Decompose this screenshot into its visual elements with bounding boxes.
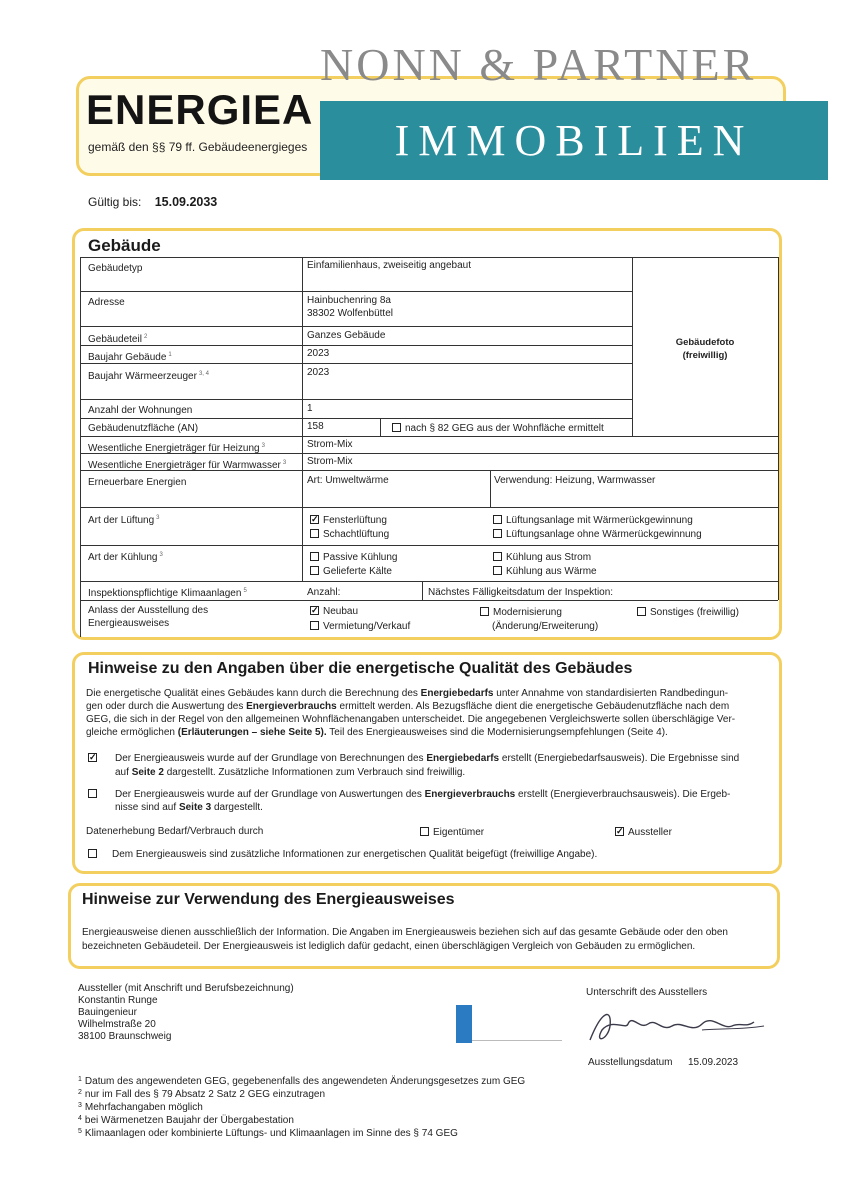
checkbox-icon — [493, 515, 502, 524]
ausstellungsdatum-value: 15.09.2023 — [688, 1057, 739, 1068]
checkbox-schachtlueftung[interactable]: Schachtlüftung — [310, 528, 389, 541]
checkbox-icon — [493, 566, 502, 575]
label-warmwasser: Wesentliche Energieträger für Warmwasser $^3$ — [88, 460, 287, 471]
label-klima-anzahl: Anzahl: — [307, 587, 341, 598]
footnote-1: $^1$ Datum des angewendeten GEG, gegebenenfalls des angewendeten Änderungsgesetzes zum GEG — [78, 1076, 526, 1087]
valid-until — [88, 195, 217, 209]
value-nutzflaeche: 158 — [307, 421, 324, 432]
checkbox-fensterlueftung[interactable]: ✓ Fensterlüftung — [310, 514, 387, 527]
checkbox-icon — [637, 607, 646, 616]
aussteller-ort: 38100 Braunschweig — [78, 1031, 172, 1042]
grid-line — [422, 581, 423, 600]
checkbox-icon — [310, 621, 319, 630]
aussteller-label: Aussteller (mit Anschrift und Berufsbezeichnung) — [78, 983, 294, 994]
grid-line — [80, 257, 81, 637]
stamp-line — [472, 1040, 562, 1041]
checkbox-icon — [420, 827, 429, 836]
grid-line — [490, 470, 491, 507]
checkbox-icon — [392, 423, 401, 432]
footnote-2: $^2$ nur im Fall des § 79 Absatz 2 Satz 2 GEG einzutragen — [78, 1089, 326, 1100]
checkbox-checked-icon — [615, 827, 624, 836]
document-subtitle: gemäß den §§ 79 ff. Gebäudeenergieges — [88, 140, 308, 154]
grid-line — [80, 436, 778, 437]
label-adresse: Adresse — [88, 297, 125, 308]
hinweise-paragraph-line1: Die energetische Qualität eines Gebäudes kann durch die Berechnung des Energiebedarfs unter Annahme von standardisierten Randbedingun- — [86, 688, 729, 699]
footnote-5: $^5$ Klimaanlagen oder kombinierte Lüftungs- und Klimaanlagen im Sinne des § 74 GEG — [78, 1128, 458, 1139]
value-erneuerbare-art: Art: Umweltwärme — [307, 475, 389, 486]
signature-image — [582, 1000, 772, 1056]
label-nutzflaeche: Gebäudenutzfläche (AN) — [88, 423, 199, 434]
label-wohnungen: Anzahl der Wohnungen — [88, 405, 193, 416]
value-gebaeudetyp: Einfamilienhaus, zweiseitig angebaut — [307, 260, 471, 271]
grid-line — [80, 418, 632, 419]
checkbox-icon — [493, 529, 502, 538]
grid-line — [80, 326, 632, 327]
aussteller-name: Konstantin Runge — [78, 995, 158, 1006]
value-erneuerbare-verwendung: Verwendung: Heizung, Warmwasser — [494, 475, 656, 486]
checkbox-modernisierung[interactable]: Modernisierung — [480, 606, 562, 619]
verbrauchsausweis-line2: nisse sind auf Seite 3 dargestellt. — [115, 802, 263, 813]
footnote-4: $^4$ bei Wärmenetzen Baujahr der Übergabestation — [78, 1115, 294, 1126]
checkbox-neubau[interactable]: ✓Neubau — [310, 605, 358, 618]
grid-line — [80, 600, 778, 601]
hinweise-paragraph-line3: GEG, die sich in der Regel von den allgemeinen Wohnflächenangaben unterscheidet. Die angegebenen Vergleichswerte sollen überschlägige Ver- — [86, 714, 736, 725]
label-kuehlung: Art der Kühlung $^3$ — [88, 552, 163, 563]
checkbox-vermietung-verkauf[interactable]: Vermietung/Verkauf — [310, 620, 410, 633]
gebaeude-title: Gebäude — [88, 236, 161, 255]
valid-label: Gültig bis: — [88, 195, 142, 209]
label-klimaanlagen: Inspektionspflichtige Klimaanlagen $^5$ — [88, 588, 247, 599]
nutzflaeche-checkbox[interactable]: nach § 82 GEG aus der Wohnfläche ermittelt — [392, 422, 604, 435]
checkbox-lueftung-ohne-wrg[interactable]: Lüftungsanlage ohne Wärmerückgewinnung — [493, 528, 702, 541]
grid-line — [80, 545, 778, 546]
ausstellungsdatum-label: Ausstellungsdatum — [588, 1057, 673, 1068]
value-warmwasser: Strom-Mix — [307, 456, 353, 467]
checkbox-icon — [88, 849, 97, 858]
value-adresse-line1: Hainbuchenring 8a — [307, 295, 391, 306]
checkbox-sonstiges[interactable]: Sonstiges (freiwillig) — [637, 606, 739, 619]
checkbox-icon — [310, 566, 319, 575]
document-title: ENERGIEA — [86, 86, 314, 133]
verwendung-line2: bezeichneten Gebäudeteil. Der Energieausweis ist lediglich dafür gedacht, einen überschlägigen Vergleich von Gebäuden zu ermöglichen. — [82, 941, 696, 952]
checkbox-aussteller[interactable]: ✓ Aussteller — [615, 826, 672, 839]
label-klima-datum: Nächstes Fälligkeitsdatum der Inspektion: — [428, 587, 614, 598]
checkbox-icon — [310, 529, 319, 538]
hinweise-paragraph-line4: gleiche ermöglichen (Erläuterungen – siehe Seite 5). Teil des Energieausweises sind die Modernisierungsempfehlungen (Seite 4). — [86, 727, 668, 738]
label-baujahr-waermeerzeuger: Baujahr Wärmeerzeuger $^{3, 4}$ — [88, 371, 209, 382]
label-baujahr: Baujahr Gebäude $^1$ — [88, 352, 172, 363]
zusatzinfo-text: Dem Energieausweis sind zusätzliche Informationen zur energetischen Qualität beigefügt (freiwillige Angabe). — [112, 849, 598, 860]
label-gebaeudeteil: Gebäudeteil $^2$ — [88, 334, 148, 345]
grid-line — [80, 507, 778, 508]
label-anlass-2: Energieausweises — [88, 618, 170, 629]
checkbox-icon — [88, 789, 97, 798]
checkbox-passive-kuehlung[interactable]: Passive Kühlung — [310, 551, 398, 564]
gebaeudefoto-sub: (freiwillig) — [682, 350, 728, 361]
value-baujahr-waermeerzeuger: 2023 — [307, 367, 330, 378]
valid-date: 15.09.2033 — [154, 195, 218, 209]
grid-line — [80, 291, 632, 292]
checkbox-kuehlung-strom[interactable]: Kühlung aus Strom — [493, 551, 591, 564]
gebaeudefoto-label: Gebäudefoto — [675, 337, 735, 348]
value-wohnungen: 1 — [307, 403, 313, 414]
verwendung-title: Hinweise zur Verwendung des Energieausweises — [82, 891, 455, 908]
checkbox-kuehlung-waerme[interactable]: Kühlung aus Wärme — [493, 565, 597, 578]
bedarfsausweis-line1: Der Energieausweis wurde auf der Grundlage von Berechnungen des Energiebedarfs erstellt (Energiebedarfsausweis). Die Ergebnisse sind — [115, 753, 740, 764]
checkbox-checked-icon — [88, 753, 97, 762]
label-modernisierung-detail: (Änderung/Erweiterung) — [492, 621, 599, 632]
brand-subtitle: IMMOBILIEN — [394, 116, 754, 165]
checkbox-icon — [493, 552, 502, 561]
checkbox-checked-icon — [310, 515, 319, 524]
grid-line — [80, 581, 778, 582]
checkbox-icon — [480, 607, 489, 616]
value-adresse-line2: 38302 Wolfenbüttel — [307, 308, 393, 319]
grid-line — [302, 257, 303, 581]
label-erneuerbare: Erneuerbare Energien — [88, 477, 187, 488]
checkbox-verbrauchsausweis[interactable] — [88, 788, 101, 801]
checkbox-eigentuemer[interactable]: Eigentümer — [420, 826, 484, 839]
aussteller-strasse: Wilhelmstraße 20 — [78, 1019, 156, 1030]
aussteller-beruf: Bauingenieur — [78, 1007, 137, 1018]
unterschrift-label: Unterschrift des Ausstellers — [586, 987, 708, 998]
value-baujahr: 2023 — [307, 348, 330, 359]
grid-line — [778, 257, 779, 600]
brand-name: NONN & PARTNER — [320, 39, 757, 90]
grid-line — [80, 345, 632, 346]
checkbox-bedarfsausweis[interactable] — [88, 752, 101, 765]
grid-line — [80, 257, 778, 258]
label-heizung: Wesentliche Energieträger für Heizung $^3$ — [88, 443, 265, 454]
checkbox-checked-icon — [310, 606, 319, 615]
checkbox-icon — [310, 552, 319, 561]
bedarfsausweis-line2: auf Seite 2 dargestellt. Zusätzliche Informationen zum Verbrauch sind freiwillig. — [115, 767, 466, 778]
grid-line — [380, 418, 381, 436]
brand-logo-box — [320, 101, 828, 180]
verbrauchsausweis-line1: Der Energieausweis wurde auf der Grundlage von Auswertungen des Energieverbrauchs erstellt (Energieverbrauchsausweis). Die Ergeb- — [115, 789, 731, 800]
value-heizung: Strom-Mix — [307, 439, 353, 450]
checkbox-gelieferte-kaelte[interactable]: Gelieferte Kälte — [310, 565, 392, 578]
stamp-logo — [456, 1005, 472, 1043]
grid-line — [80, 399, 632, 400]
hinweise-title: Hinweise zu den Angaben über die energetische Qualität des Gebäudes — [88, 660, 633, 677]
checkbox-lueftung-mit-wrg[interactable]: Lüftungsanlage mit Wärmerückgewinnung — [493, 514, 693, 527]
value-gebaeudeteil: Ganzes Gebäude — [307, 330, 386, 341]
label-lueftung: Art der Lüftung $^3$ — [88, 515, 160, 526]
datenerhebung-label: Datenerhebung Bedarf/Verbrauch durch — [86, 826, 264, 837]
label-anlass-1: Anlass der Ausstellung des — [88, 605, 209, 616]
hinweise-paragraph-line2: gen oder durch die Auswertung des Energieverbrauchs ermittelt werden. Als Bezugsfläche dient die energetische Gebäudenutzfläche nach dem — [86, 701, 730, 712]
label-gebaeudetyp: Gebäudetyp — [88, 263, 143, 274]
verwendung-line1: Energieausweise dienen ausschließlich der Information. Die Angaben im Energieausweis beziehen sich auf das gesamte Gebäude oder den oben — [82, 927, 728, 938]
checkbox-zusatzinfo[interactable] — [88, 848, 101, 861]
footnote-3: $^3$ Mehrfachangaben möglich — [78, 1102, 203, 1113]
